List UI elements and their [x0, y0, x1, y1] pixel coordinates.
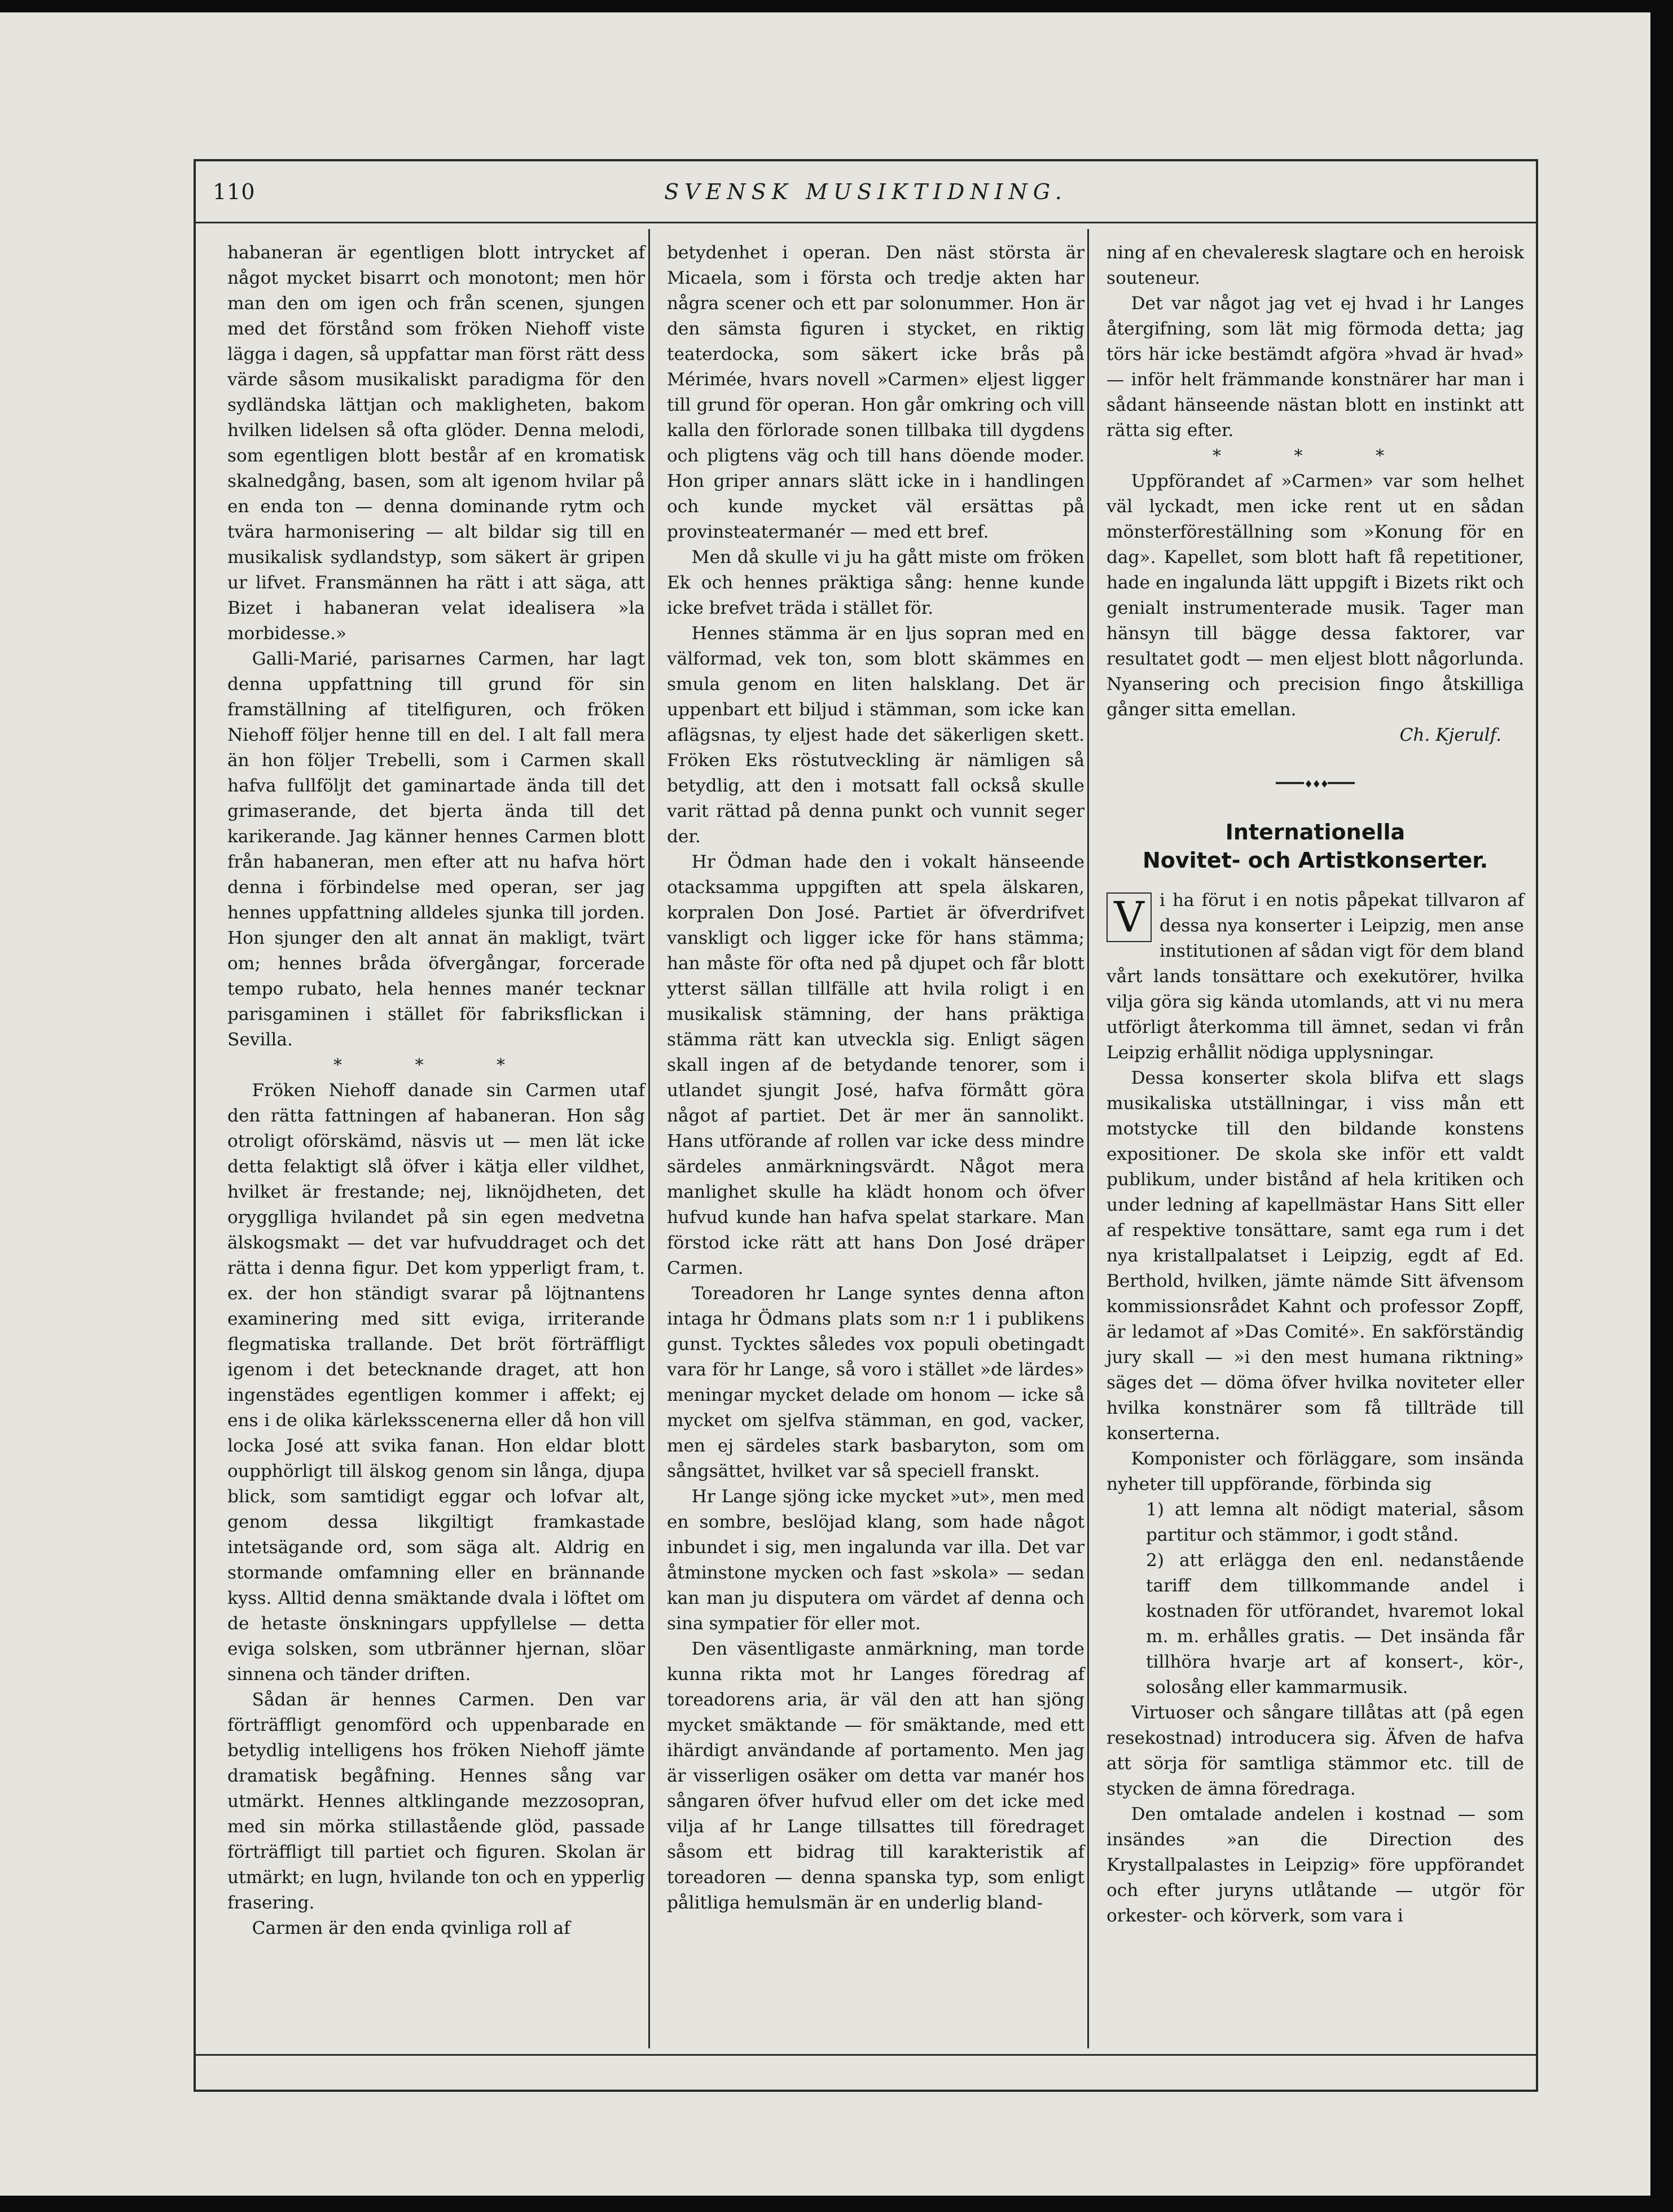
- paragraph: betydenhet i operan. Den näst största är Micaela, som i första och tredje akten har några scener och ett par solonummer. Hon är den sämsta figuren i stycket, en riktig teaterdocka, som säkert icke brås på Mérimée, hvars novell »Carmen» eljest ligger till grund för operan. Hon går omkring och vill kalla den förlorade sonen tillbaka till dygdens och pligtens väg och till hans döende moder. Hon griper annars slätt icke in i handlingen och kunde mycket väl ersättas på provinsteatermanér — med ett bref.: [667, 243, 1084, 542]
- paragraph: Carmen är den enda qvinliga roll af: [252, 1918, 570, 1938]
- page-header: [196, 161, 1536, 223]
- paragraph: Men då skulle vi ju ha gått miste om fröken Ek och hennes präktiga sång: henne kunde icke brefvet träda i stället för.: [667, 547, 1084, 618]
- paragraph: Hennes stämma är en ljus sopran med en välformad, vek ton, som blott skämmes en smula genom en liten halsklang. Det är uppenbart ett biljud i stämman, som icke kan aflägsnas, ty eljest hade det säkerligen skett. Fröken Eks röstutveckling är nämligen så betydlig, att den i motsatt fall också skulle varit rättad på denna punkt och vunnit seger der.: [667, 623, 1084, 847]
- article-column-1: [227, 240, 645, 1941]
- paragraph: ning af en chevaleresk slagtare och en heroisk souteneur.: [1106, 243, 1524, 288]
- paragraph: Dessa konserter skola blifva ett slags musikaliska utställningar, i viss mån ett motstycke till den bildande konstens expositioner. De skola ske inför ett valdt publikum, under bistånd af hela kritiken och under ledning af kapellmästar Hans Sitt eller af respektive tonsättare, samt ega rum i det nya kristallpalatset i Leipzig, egdt af Ed. Berthold, hvilken, jämte nämde Sitt äfvensom kommissionsrådet Kahnt och professor Zopff, är ledamot af »Das Comité». En sakförständig jury skall — »i den mest humana riktning» säges det — döma öfver hvilka noviteter eller hvilka konstnärer som få tillträde till konserterna.: [1106, 1068, 1524, 1444]
- column-divider: [648, 229, 650, 2048]
- paragraph: Den väsentligaste anmärkning, man torde kunna rikta mot hr Langes föredrag af toreadorens aria, är väl den att han sjöng mycket smäktande — för smäktande, med ett ihärdigt användande af portamento. Men jag är visserligen osäker om detta var manér hos sångaren öfver hufvud eller om det icke med vilja af hr Lange tillsattes till föredraget såsom ett bidrag till karakteristik af toreadoren — denna spanska typ, som enligt pålitliga hemulsmän är en underlig bland-: [667, 1639, 1084, 1913]
- paragraph: Uppförandet af »Carmen» var som helhet väl lyckadt, men icke rent ut en sådan mönsterföreställning som »Konung för en dag». Kapellet, som blott haft få repetitioner, hade en ingalunda lätt uppgift i Bizets rikt och genialt instrumenterade musik. Tager man hänsyn till bägge dessa faktorer, var resultatet godt — men eljest blott någorlunda. Nyansering och precision fingo åtskilliga gånger sitta emellan.: [1106, 471, 1524, 720]
- paragraph: Den omtalade andelen i kostnad — som insändes »an die Direction des Krystallpalastes in Leipzig» före uppförandet och efter juryns utlåtande — utgör för orkester- och körverk, som vara i: [1106, 1804, 1524, 1926]
- ornament-divider-icon: [1276, 782, 1355, 784]
- paragraph: Virtuoser och sångare tillåtas att (på egen resekostnad) introducera sig. Äfven de hafva att sörja för samtliga stämmor etc. till de stycken de ämna föredraga.: [1106, 1703, 1524, 1799]
- article-heading: Internationella: [1225, 820, 1406, 845]
- article-column-3: [1106, 240, 1524, 1929]
- paragraph-text: i ha förut i en notis påpekat tillvaron af dessa nya konserter i Leipzig, men anse institutionen af sådan vigt för dem bland vårt lands tonsättare och exekutörer, hvilka vilja göra sig kända utomlands, att vi nu mera utförligt återkomma till ämnet, sedan vi från Leipzig erhållit nödiga upplysningar.: [1106, 890, 1524, 1063]
- column-divider: [1087, 229, 1089, 2048]
- section-separator: * * *: [333, 1056, 539, 1075]
- paragraph: Komponister och förläggare, som insända nyheter till uppförande, förbinda sig: [1106, 1449, 1524, 1494]
- author-signature: Ch. Kjerulf.: [1399, 725, 1501, 745]
- paragraph: Fröken Niehoff danade sin Carmen utaf den rätta fattningen af habaneran. Hon såg otroligt oförskämd, näsvis ut — men lät icke detta felaktigt slå öfver i kätja eller vildhet, hvilket är frestande; nej, liknöjdheten, det orygglliga hvilandet på sin egen medvetna älskogsmakt — det var hufvuddraget och det rätta i denna figur. Det kom ypperligt fram, t. ex. der hon ständigt svarar på löjtnantens examinering med sitt eviga, irriterande flegmatiska trallande. Det bröt förträffligt igenom i det betecknande draget, att hon ingenstädes egentligen kommer i affekt; ej ens i de olika kärleksscenerna eller då hon vill locka José att svika fanan. Hon eldar blott oupphörligt till älskog genom sin långa, djupa blick, som samtidigt eggar och lofvar alt, genom dessa likgiltigt framkastade intetsägande ord, som säga alt. Aldrig en stormande omfamning eller en brännande kyss. Alltid denna smäktande dvala i löftet om de hetaste önskningars uppfyllelse — detta eviga solsken, som utbränner hjernan, slöar sinnena och tänder driften.: [227, 1080, 645, 1685]
- dropcap-letter: V: [1106, 892, 1152, 942]
- paragraph: Galli-Marié, parisarnes Carmen, har lagt denna uppfattning till grund för sin framställning af titelfiguren, och fröken Niehoff följer henne till en del. I alt fall mera än hon följer Trebelli, som i Carmen skall hafva fullföljt det gaminartade ända till det grimaserande, det bjerta ända till det karikerande. Jag känner hennes Carmen blott från habaneran, men efter att nu hafva hört denna i förbindelse med operan, ser jag hennes uppfattning alldeles sjunka till jorden. Hon sjunger den alt annat än makligt, tvärt om; hennes bråda öfvergångar, forcerade tempo rubato, hela hennes manér tecknar parisgaminen i stället för fabriksflickan i Sevilla.: [227, 649, 645, 1050]
- bottom-rule: [196, 2054, 1536, 2056]
- paragraph: habaneran är egentligen blott intrycket af något mycket bisarrt och monotont; men hör man den om igen och från scenen, sjungen med det förstånd som fröken Niehoff viste lägga i dagen, så uppfattar man först rätt dess värde såsom musikaliskt paradigma för den sydländska lättjan och makligheten, bakom hvilken lidelsen så ofta glöder. Denna melodi, som egentligen blott består af en kromatisk skalnedgång, basen, som alt igenom hvilar på en enda ton — denna dominande rytm och tvära harmonisering — alt bildar sig till en musikalisk sydlandstyp, som säkert är gripen ur lifvet. Fransmännen ha rätt i att säga, att Bizet i habaneran velat idealisera »la morbidesse.»: [227, 243, 645, 644]
- list-item: 1) att lemna alt nödigt material, såsom partitur och stämmor, i godt stånd.: [1146, 1499, 1524, 1545]
- section-separator: * * *: [1212, 446, 1419, 466]
- page-number: 110: [213, 179, 256, 204]
- list-item: 2) att erlägga den enl. nedanstående tariff dem tillkommande andel i kostnaden för utförandet, hvaremot lokal m. m. erhålles gratis. — Det insända får tillhöra hvarje art af konsert-, kör-, solosång eller kammarmusik.: [1146, 1550, 1524, 1698]
- paragraph: [1106, 888, 1524, 1066]
- paragraph: Sådan är hennes Carmen. Den var förträffligt genomförd och uppenbarade en betydlig intelligens hos fröken Niehoff jämte dramatisk begåfning. Hennes sång var utmärkt. Hennes altklingande mezzosopran, med sin mörka stillastående glöd, passade förträffligt till partiet och figuren. Skolan är utmärkt; en lugn, hvilande ton och en ypperlig frasering.: [227, 1690, 645, 1913]
- paragraph: Hr Lange sjöng icke mycket »ut», men med en sombre, beslöjad klang, som hade något inbundet i sig, men ingalunda var illa. Det var åtminstone mycken och fast »skola» — sedan kan man ju disputera om värdet af denna och sina sympatier för eller mot.: [667, 1487, 1084, 1634]
- paragraph: Toreadoren hr Lange syntes denna afton intaga hr Ödmans plats som n:r 1 i publikens gunst. Tycktes således vox populi obetingadt vara för hr Lange, så voro i stället »de lärdes» meningar mycket delade om honom — icke så mycket om sjelfva stämman, en god, vacker, men ej särdeles stark basbaryton, som om sångsättet, hvilket var så speciell franskt.: [667, 1283, 1084, 1481]
- page-frame: [194, 159, 1538, 2092]
- paragraph: Hr Ödman hade den i vokalt hänseende otacksamma uppgiften att spela älskaren, korpralen Don José. Partiet är öfverdrifvet vanskligt och ligger icke för hans stämma; han måste för ofta ned på djupet och får blott ytterst sällan tillfälle att hvila roligt i en musikalisk stämning, der hans präktiga stämma rätt kan utveckla sig. Enligt sägen skall ingen af de betydande tenorer, som i utlandet sjungit José, hafva förmått göra något af partiet. Det är mer än sannolikt. Hans utförande af rollen var icke dess mindre särdeles anmärkningsvärdt. Något mera manlighet skulle ha klädt honom och öfver hufvud kunde han hafva spelat starkare. Man förstod icke rätt att hans Don José dräper Carmen.: [667, 852, 1084, 1278]
- article-subheading: Novitet- och Artistkonserter.: [1142, 848, 1488, 873]
- journal-title: SVENSK MUSIKTIDNING.: [664, 179, 1068, 204]
- article-column-2: [667, 240, 1084, 1916]
- newspaper-page: [0, 12, 1650, 2196]
- paragraph: Det var något jag vet ej hvad i hr Langes återgifning, som lät mig förmoda detta; jag törs här icke bestämdt afgöra »hvad är hvad» — inför helt främmande konstnärer har man i sådant hänseende nästan blott en instinkt att rätta sig efter.: [1106, 293, 1524, 441]
